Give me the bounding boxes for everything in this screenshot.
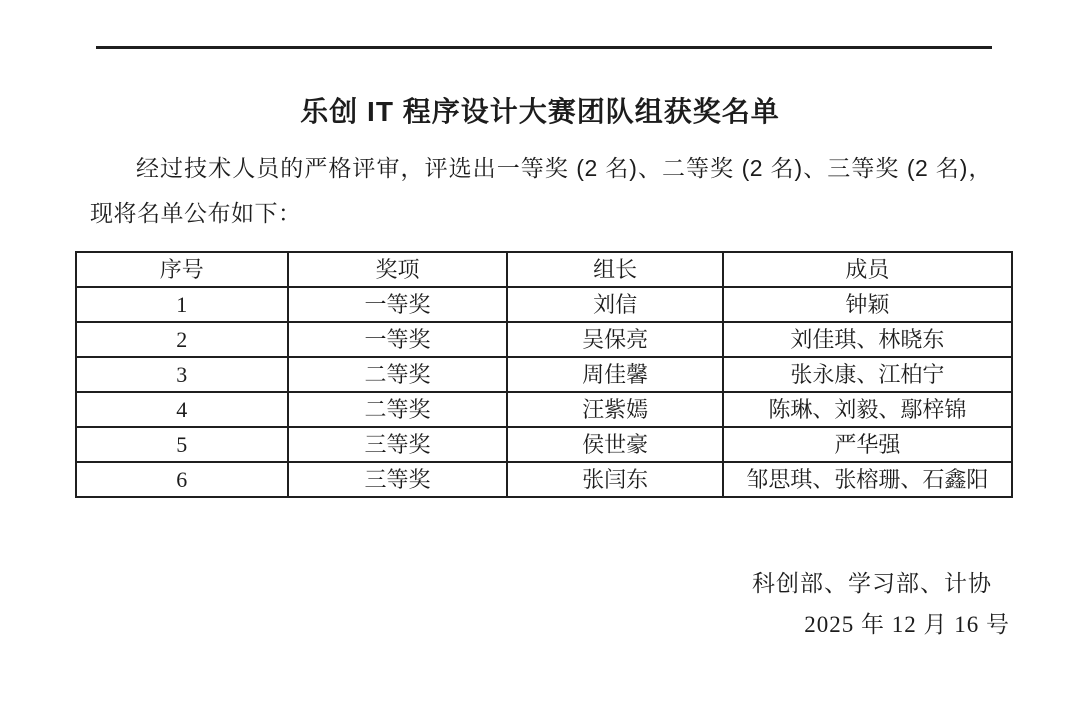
cell-seq: 2 [76, 322, 288, 357]
cell-seq: 6 [76, 462, 288, 497]
header-seq: 序号 [76, 252, 288, 287]
cell-award: 一等奖 [288, 322, 508, 357]
cell-members: 刘佳琪、林晓东 [723, 322, 1012, 357]
cell-seq: 5 [76, 427, 288, 462]
intro-paragraph: 经过技术人员的严格评审，评选出一等奖 (2 名)、二等奖 (2 名)、三等奖 (2 名)，现将名单公布如下： [90, 155, 992, 226]
table-row [76, 322, 1012, 357]
cell-members: 张永康、江柏宁 [723, 357, 1012, 392]
cell-leader: 侯世豪 [507, 427, 722, 462]
cell-members: 严华强 [723, 427, 1012, 462]
top-horizontal-rule [96, 46, 992, 49]
cell-leader: 周佳馨 [507, 357, 722, 392]
cell-seq: 4 [76, 392, 288, 427]
cell-award: 三等奖 [288, 462, 508, 497]
cell-award: 二等奖 [288, 392, 508, 427]
cell-leader: 张闫东 [507, 462, 722, 497]
cell-members: 陈琳、刘毅、鄢梓锦 [723, 392, 1012, 427]
cell-leader: 汪紫嫣 [507, 392, 722, 427]
page-title: 乐创 IT 程序设计大赛团队组获奖名单 [300, 96, 780, 127]
table-row [76, 392, 1012, 427]
cell-members: 钟颖 [723, 287, 1012, 322]
signature-line: 科创部、学习部、计协 [752, 570, 992, 596]
date-line: 2025 年 12 月 16 号 [804, 612, 1010, 637]
header-members: 成员 [723, 252, 1012, 287]
cell-members: 邹思琪、张榕珊、石鑫阳 [723, 462, 1012, 497]
cell-seq: 1 [76, 287, 288, 322]
table-row [76, 462, 1012, 497]
cell-leader: 刘信 [507, 287, 722, 322]
table-row [76, 357, 1012, 392]
header-award: 奖项 [288, 252, 508, 287]
header-leader: 组长 [507, 252, 722, 287]
table-row [76, 287, 1012, 322]
table-row [76, 427, 1012, 462]
cell-award: 二等奖 [288, 357, 508, 392]
table-header-row [76, 252, 1012, 287]
cell-award: 三等奖 [288, 427, 508, 462]
cell-leader: 吴保亮 [507, 322, 722, 357]
cell-seq: 3 [76, 357, 288, 392]
cell-award: 一等奖 [288, 287, 508, 322]
awards-table [75, 251, 1013, 498]
